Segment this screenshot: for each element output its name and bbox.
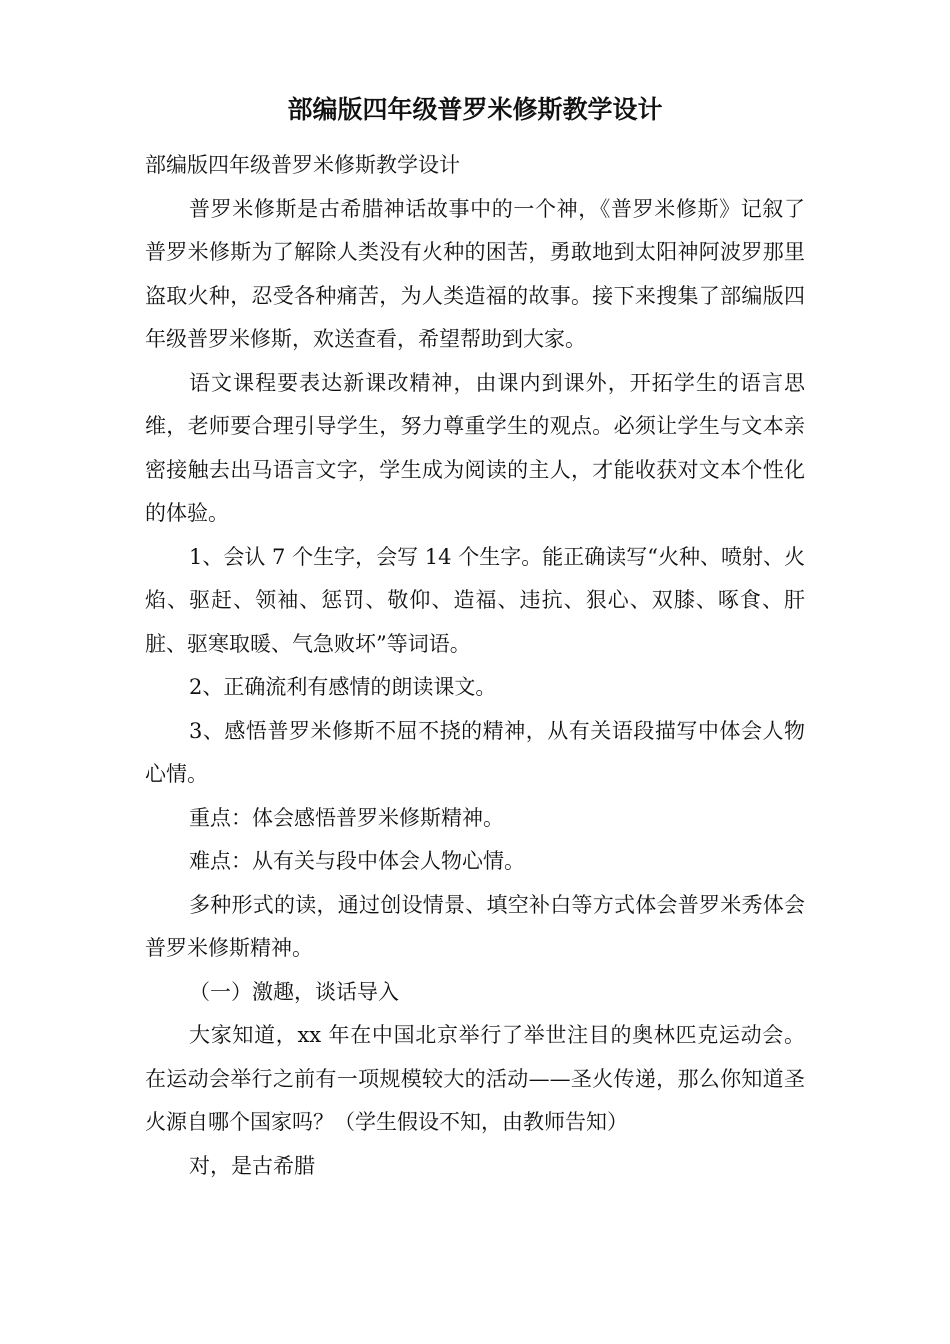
- key-point-paragraph: 重点：体会感悟普罗米修斯精神。: [189, 805, 504, 830]
- curriculum-paragraph: 语文课程要表达新课改精神，由课内到课外，开拓学生的语言思维，老师要合理引导学生，努力尊重学生的观点。必须让学生与文本亲密接触去出马语言文字，学生成为阅读的主人，才能收获对文本个性化的体验。: [145, 370, 805, 525]
- answer-paragraph: 对，是古希腊: [189, 1153, 315, 1178]
- difficulty-paragraph: 难点：从有关与段中体会人物心情。: [189, 849, 525, 873]
- goal-1-paragraph: 1、会认 7 个生字，会写 14 个生字。能正确读写“火种、喷射、火焰、驱赶、领袖、惩罚、敬仰、造福、违抗、狠心、双膝、啄食、肝脏、驱寒取暖、气急败坏”等词语。: [145, 544, 805, 656]
- section-heading: （一）激趣，谈话导入: [189, 979, 399, 1004]
- intro-paragraph: 普罗米修斯是古希腊神话故事中的一个神，《普罗米修斯》记叙了普罗米修斯为了解除人类没有火种的困苦，勇敢地到太阳神阿波罗那里盗取火种，忍受各种痛苦，为人类造福的故事。接下来搜集了部编版四年级普罗米修斯，欢送查看，希望帮助到大家。: [145, 196, 805, 351]
- goal-2-paragraph: 2、正确流利有感情的朗读课文。: [189, 675, 497, 699]
- document-title: 部编版四年级普罗米修斯教学设计: [287, 95, 663, 124]
- goal-3-paragraph: 3、感悟普罗米修斯不屈不挠的精神，从有关语段描写中体会人物心情。: [145, 718, 805, 786]
- document-body: [145, 144, 805, 1188]
- method-paragraph: 多种形式的读，通过创设情景、填空补白等方式体会普罗米秀体会普罗米修斯精神。: [145, 892, 805, 960]
- subtitle-paragraph: 部编版四年级普罗米修斯教学设计: [145, 153, 460, 177]
- olympics-paragraph: 大家知道，xx 年在中国北京举行了举世注目的奥林匹克运动会。在运动会举行之前有一项规模较大的活动——圣火传递，那么你知道圣火源自哪个国家吗？（学生假设不知，由教师告知）: [145, 1023, 805, 1134]
